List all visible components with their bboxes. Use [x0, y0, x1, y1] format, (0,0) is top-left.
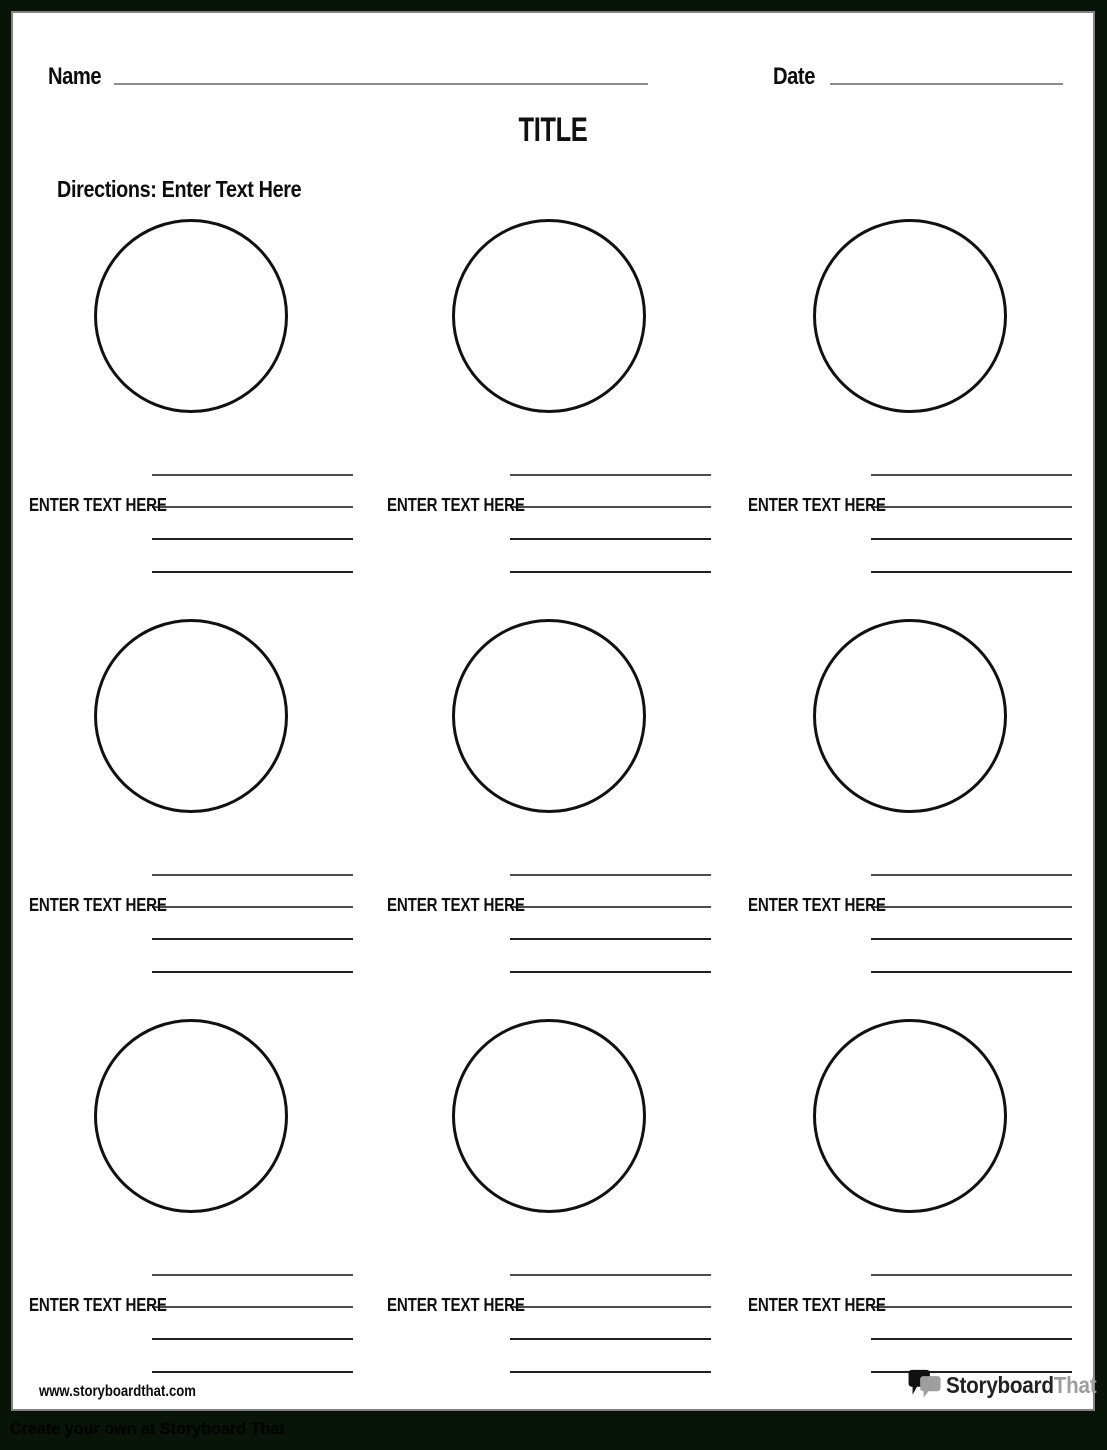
writing-line [152, 906, 353, 908]
writing-line [510, 906, 711, 908]
writing-line [510, 1371, 711, 1373]
title-row [13, 111, 1093, 150]
writing-line [510, 971, 711, 973]
topic-circle [94, 619, 288, 813]
worksheet-page [11, 11, 1095, 1411]
website-url: www.storyboardthat.com [39, 1383, 196, 1400]
writing-line [152, 1371, 353, 1373]
writing-line [152, 971, 353, 973]
writing-line [510, 1338, 711, 1340]
speech-bubbles-icon [908, 1369, 942, 1401]
grid-cell [387, 219, 717, 584]
writing-line [152, 874, 353, 876]
writing-line [152, 474, 353, 476]
writing-line [871, 938, 1072, 940]
cell-label: ENTER TEXT HERE [387, 895, 525, 915]
storyboardthat-logo [908, 1369, 1107, 1401]
writing-line [152, 571, 353, 573]
date-label: Date [773, 63, 816, 90]
writing-line [152, 506, 353, 508]
writing-line [510, 1274, 711, 1276]
name-line [114, 83, 648, 85]
writing-line [152, 938, 353, 940]
grid-cell [748, 219, 1078, 584]
date-line [830, 83, 1063, 85]
cell-label: ENTER TEXT HERE [29, 895, 167, 915]
topic-circle [452, 1019, 646, 1213]
writing-line [152, 1338, 353, 1340]
writing-line [510, 538, 711, 540]
cell-label: ENTER TEXT HERE [748, 1295, 886, 1315]
writing-line [152, 538, 353, 540]
writing-line [152, 1306, 353, 1308]
writing-line [871, 538, 1072, 540]
writing-line [510, 571, 711, 573]
topic-circle [452, 619, 646, 813]
writing-line [871, 1306, 1072, 1308]
logo-text-secondary: That [1053, 1371, 1097, 1398]
writing-line [871, 506, 1072, 508]
topic-circle [813, 219, 1007, 413]
cell-label: ENTER TEXT HERE [387, 495, 525, 515]
writing-line [871, 571, 1072, 573]
cell-label: ENTER TEXT HERE [29, 495, 167, 515]
writing-line [871, 1274, 1072, 1276]
grid-cell [748, 1019, 1078, 1384]
writing-line [871, 874, 1072, 876]
page-title: TITLE [518, 111, 588, 149]
grid-cell [29, 219, 359, 584]
logo-text-primary: Storyboard [946, 1371, 1054, 1398]
writing-line [510, 474, 711, 476]
writing-line [510, 506, 711, 508]
topic-circle [813, 619, 1007, 813]
writing-line [510, 1306, 711, 1308]
logo-wordmark [946, 1372, 1096, 1399]
topic-circle [94, 1019, 288, 1213]
grid-cell [387, 1019, 717, 1384]
name-label: Name [48, 63, 102, 90]
cell-label: ENTER TEXT HERE [29, 1295, 167, 1315]
create-your-own-text: Create your own at Storyboard That [10, 1419, 285, 1438]
topic-circle [813, 1019, 1007, 1213]
grid-cell [387, 619, 717, 984]
topic-circle [452, 219, 646, 413]
topic-circle [94, 219, 288, 413]
directions-text: Directions: Enter Text Here [57, 176, 302, 202]
writing-line [871, 1338, 1072, 1340]
cell-label: ENTER TEXT HERE [748, 495, 886, 515]
writing-line [152, 1274, 353, 1276]
writing-line [871, 906, 1072, 908]
writing-line [510, 938, 711, 940]
writing-line [871, 474, 1072, 476]
grid-cell [29, 1019, 359, 1384]
grid-cell [29, 619, 359, 984]
writing-line [510, 874, 711, 876]
cell-label: ENTER TEXT HERE [387, 1295, 525, 1315]
cell-label: ENTER TEXT HERE [748, 895, 886, 915]
grid-cell [748, 619, 1078, 984]
writing-line [871, 971, 1072, 973]
